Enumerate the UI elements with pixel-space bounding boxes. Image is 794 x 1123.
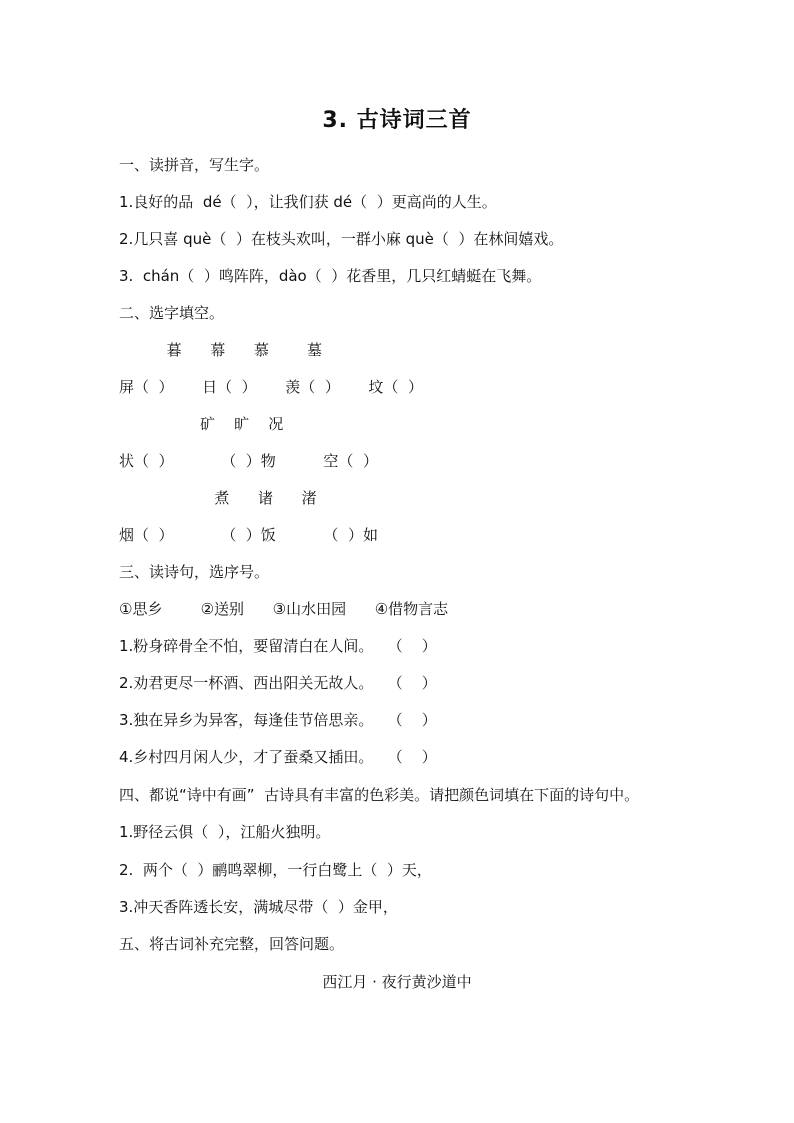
question-line: 2.几只喜 què（ ）在枝头欢叫，一群小麻 què（ ）在林间嬉戏。 — [119, 230, 564, 248]
answer-options: ①思乡 ②送别 ③山水田园 ④借物言志 — [119, 600, 449, 618]
section-4-heading: 四、都说“诗中有画” 古诗具有丰富的色彩美。请把颜色词填在下面的诗句中。 — [119, 786, 640, 804]
question-line: 3.冲天香阵透长安，满城尽带（ ）金甲， — [119, 898, 398, 916]
section-3-heading: 三、读诗句，选序号。 — [119, 563, 270, 581]
question-line: 1.良好的品 dé（ ），让我们获 dé（ ）更高尚的人生。 — [119, 193, 497, 211]
question-line: 1.粉身碎骨全不怕，要留清白在人间。 （ ） — [119, 637, 437, 655]
question-line: 3.独在异乡为异客，每逢佳节倍思亲。 （ ） — [119, 711, 437, 729]
section-1-heading: 一、读拼音，写生字。 — [119, 156, 270, 174]
question-line: 3. chán（ ）鸣阵阵，dào（ ）花香里，几只红蜻蜓在飞舞。 — [119, 267, 542, 285]
section-2-heading: 二、选字填空。 — [119, 304, 225, 322]
fill-blank-row: 状（ ） （ ）物 空（ ） — [119, 452, 378, 470]
fill-blank-row: 屏（ ） 日（ ） 羡（ ） 坟（ ） — [119, 378, 423, 396]
character-options: 暮 幕 慕 墓 — [119, 341, 323, 359]
page-title: 3. 古诗词三首 — [322, 108, 472, 133]
question-line: 4.乡村四月闲人少，才了蚕桑又插田。 （ ） — [119, 748, 437, 766]
question-line: 2.劝君更尽一杯酒、西出阳关无故人。 （ ） — [119, 674, 437, 692]
fill-blank-row: 烟（ ） （ ）饭 （ ）如 — [119, 526, 378, 544]
poem-title: 西江月 · 夜行黄沙道中 — [322, 973, 472, 991]
question-line: 1.野径云俱（ ），江船火独明。 — [119, 823, 331, 841]
character-options: 煮 诸 渚 — [119, 489, 317, 507]
question-line: 2. 两个（ ）鹂鸣翠柳，一行白鹭上（ ）天， — [119, 861, 432, 879]
character-options: 矿 旷 况 — [119, 415, 284, 433]
section-5-heading: 五、将古词补充完整，回答问题。 — [119, 935, 345, 953]
